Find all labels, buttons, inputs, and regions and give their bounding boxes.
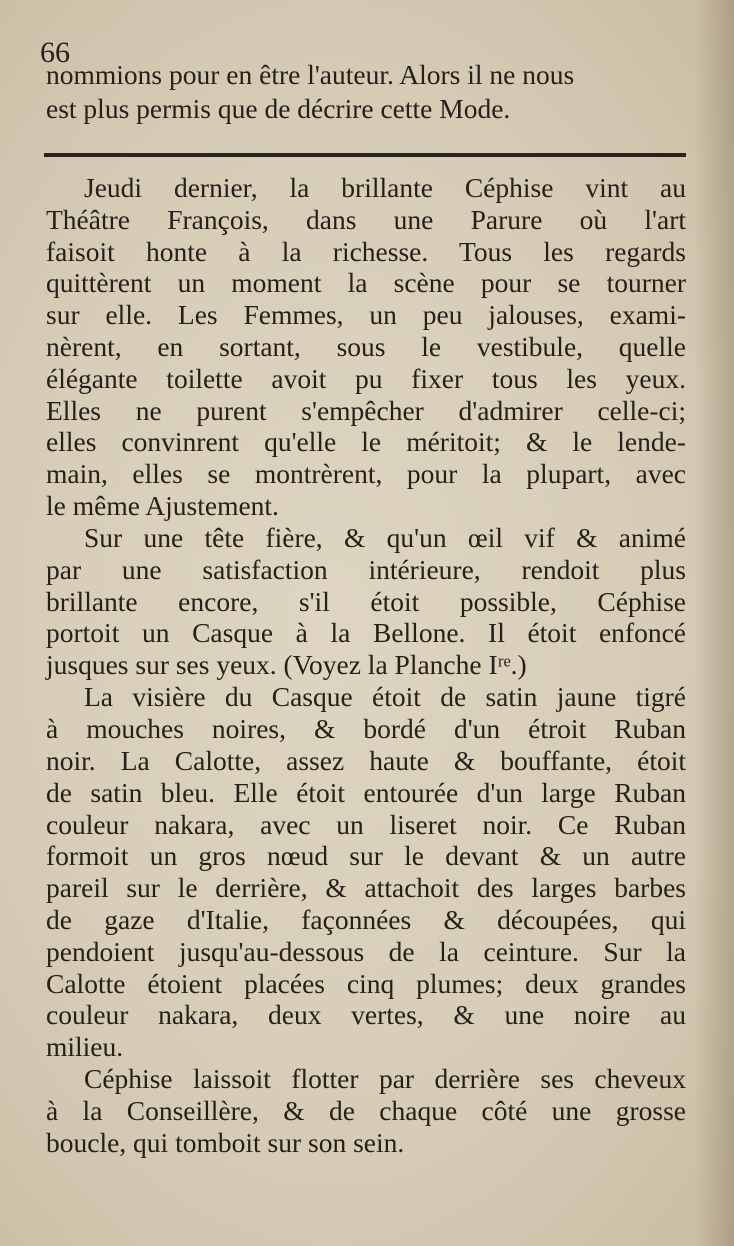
text-line: formoit un gros nœud sur le devant & un autre: [46, 840, 686, 872]
text-line: sur elle. Les Femmes, un peu jalouses, exami-: [46, 299, 686, 331]
text-line: est plus permis que de décrire cette Mode.: [46, 93, 511, 124]
text-line: milieu.: [46, 1031, 124, 1063]
text-line: boucle, qui tomboit sur son sein.: [46, 1126, 405, 1158]
paragraph-1: [46, 172, 686, 522]
paragraph-4: [46, 1063, 686, 1158]
text-line: Calotte étoient placées cinq plumes; deux grandes: [46, 967, 686, 999]
text-line: nommions pour en être l'auteur. Alors il ne nous: [46, 59, 575, 90]
text-line: le même Ajustement.: [46, 489, 279, 521]
text-line: faisoit honte à la richesse. Tous les regards: [46, 235, 686, 267]
text-line: de satin bleu. Elle étoit entourée d'un large Ruban: [46, 776, 686, 808]
text-line: nèrent, en sortant, sous le vestibule, quelle: [46, 330, 686, 362]
text-line: noir. La Calotte, assez haute & bouffante, étoit: [46, 744, 686, 776]
text-line: jusques sur ses yeux. (Voyez la Planche Iʳᵉ.): [46, 649, 527, 681]
text-line: Théâtre François, dans une Parure où l'art: [46, 203, 686, 235]
text-line: elles convinrent qu'elle le méritoit; & le lende-: [46, 426, 686, 458]
text-line: Jeudi dernier, la brillante Céphise vint au: [84, 172, 686, 203]
text-line: à la Conseillère, & de chaque côté une grosse: [46, 1095, 686, 1126]
text-line: à mouches noires, & bordé d'un étroit Ruban: [46, 713, 686, 745]
text-line: Céphise laissoit flotter par derrière ses cheveux: [84, 1063, 686, 1095]
text-line: élégante toilette avoit pu fixer tous les yeux.: [46, 362, 686, 394]
text-line: quittèrent un moment la scène pour se tourner: [46, 267, 686, 299]
page-edge-shadow: [694, 0, 734, 1246]
section-divider: [44, 153, 686, 157]
paragraph-3: [46, 681, 686, 1063]
text-line: pendoient jusqu'au-dessous de la ceinture. Sur la: [46, 935, 686, 967]
text-line: de gaze d'Italie, façonnées & découpées, qui: [46, 903, 686, 935]
paragraph-2: [46, 522, 686, 681]
text-line: pareil sur le derrière, & attachoit des larges barbes: [46, 872, 686, 904]
text-line: Sur une tête fière, & qu'un œil vif & animé: [84, 522, 686, 554]
continuation-text: [46, 58, 686, 126]
text-line: portoit un Casque à la Bellone. Il étoit enfoncé: [46, 617, 686, 649]
body-text: [46, 172, 686, 1159]
page-number: 66: [40, 36, 70, 69]
text-line: couleur nakara, avec un liseret noir. Ce Ruban: [46, 808, 686, 840]
text-line: brillante encore, s'il étoit possible, Céphise: [46, 585, 686, 617]
text-line: couleur nakara, deux vertes, & une noire au: [46, 999, 686, 1031]
text-line: par une satisfaction intérieure, rendoit plus: [46, 553, 686, 585]
text-line: Elles ne purent s'empêcher d'admirer celle-ci;: [46, 394, 686, 426]
text-line: La visière du Casque étoit de satin jaune tigré: [84, 681, 686, 713]
text-line: main, elles se montrèrent, pour la plupart, avec: [46, 458, 686, 490]
